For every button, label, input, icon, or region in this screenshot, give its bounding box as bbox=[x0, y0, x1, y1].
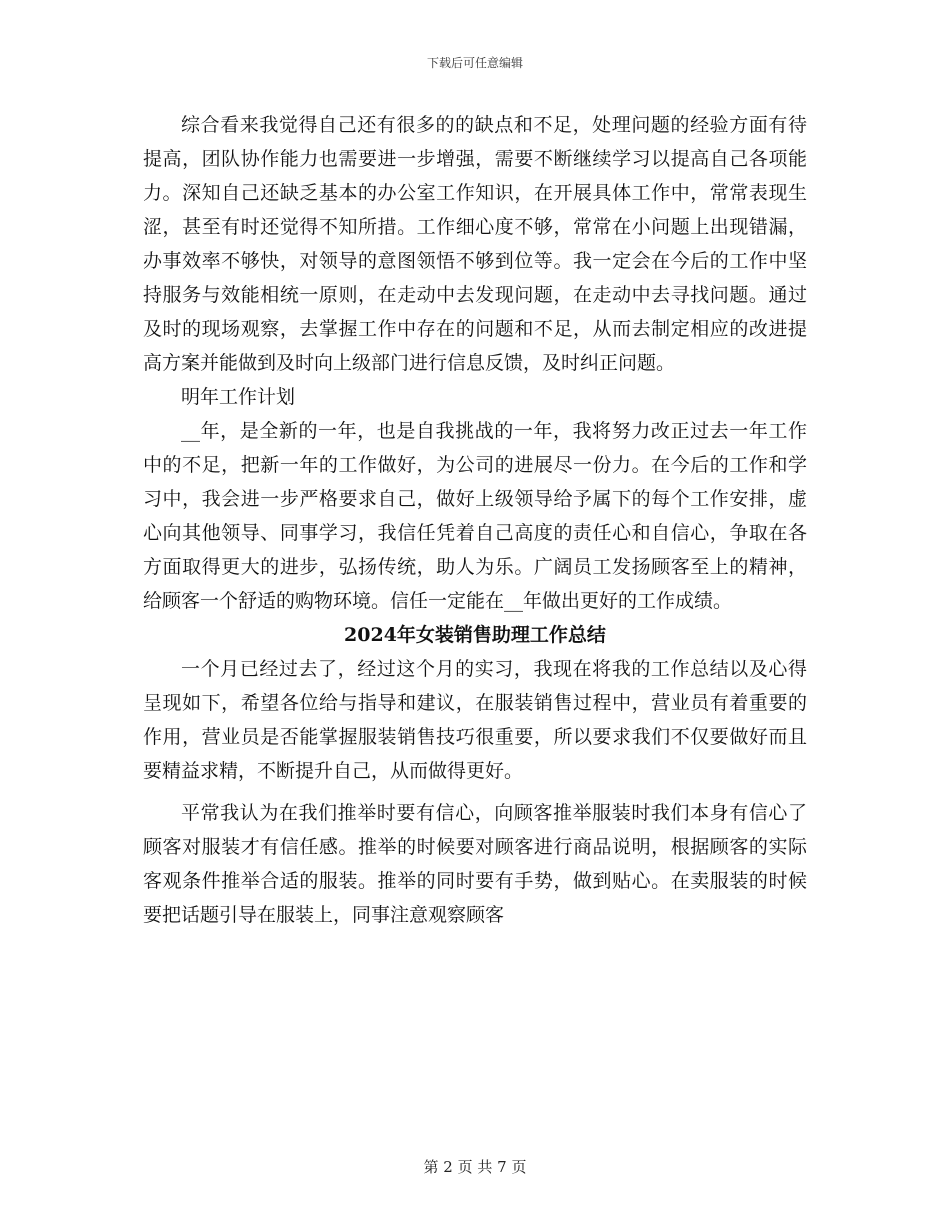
page-header: 下载后可任意编辑 bbox=[426, 56, 523, 70]
section-heading-next-year-plan: 明年工作计划 bbox=[181, 386, 296, 408]
document-body bbox=[143, 108, 807, 932]
paragraph-next-year-plan: __年，是全新的一年，也是自我挑战的一年，我将努力改正过去一年工作中的不足，把新一年的工作做好，为公司的进展尽一份力。在今后的工作和学习中，我会进一步严格要求自己，做好上级领导给予属下的每个工作安排，虚心向其他领导、同事学习，我信任凭着自己高度的责任心和自信心，争取在各方面取得更大的进步，弘扬传统，助人为乐。广阔员工发扬顾客至上的精神，给顾客一个舒适的购物环境。信任一定能在__年做出更好的工作成绩。 bbox=[143, 420, 807, 612]
paragraph-summary: 综合看来我觉得自己还有很多的的缺点和不足，处理问题的经验方面有待提高，团队协作能力也需要进一步增强，需要不断继续学习以提高自己各项能力。深知自己还缺乏基本的办公室工作知识，在开展具体工作中，常常表现生涩，甚至有时还觉得不知所措。工作细心度不够，常常在小问题上出现错漏，办事效率不够快，对领导的意图领悟不够到位等。我一定会在今后的工作中坚持服务与效能相统一原则，在走动中去发现问题，在走动中去寻找问题。通过及时的现场观察，去掌握工作中存在的问题和不足，从而去制定相应的改进提高方案并能做到及时向上级部门进行信息反馈，及时纠正问题。 bbox=[143, 114, 807, 374]
paragraph-recommendation: 平常我认为在我们推举时要有信心，向顾客推举服装时我们本身有信心了顾客对服装才有信任感。推举的时候要对顾客进行商品说明，根据顾客的实际客观条件推举合适的服装。推举的同时要有手势，做到贴心。在卖服装的时候要把话题引导在服装上，同事注意观察顾客 bbox=[143, 802, 807, 926]
page-footer: 第 2 页 共 7 页 bbox=[423, 1158, 527, 1176]
paragraph-intro: 一个月已经过去了，经过这个月的实习，我现在将我的工作总结以及心得呈现如下，希望各位给与指导和建议，在服装销售过程中，营业员有着重要的作用，营业员是否能掌握服装销售技巧很重要，所以要求我们不仅要做好而且要精益求精，不断提升自己，从而做得更好。 bbox=[143, 658, 807, 782]
paragraph-spacer bbox=[143, 788, 807, 796]
document-title: 2024年女装销售助理工作总结 bbox=[344, 624, 606, 646]
